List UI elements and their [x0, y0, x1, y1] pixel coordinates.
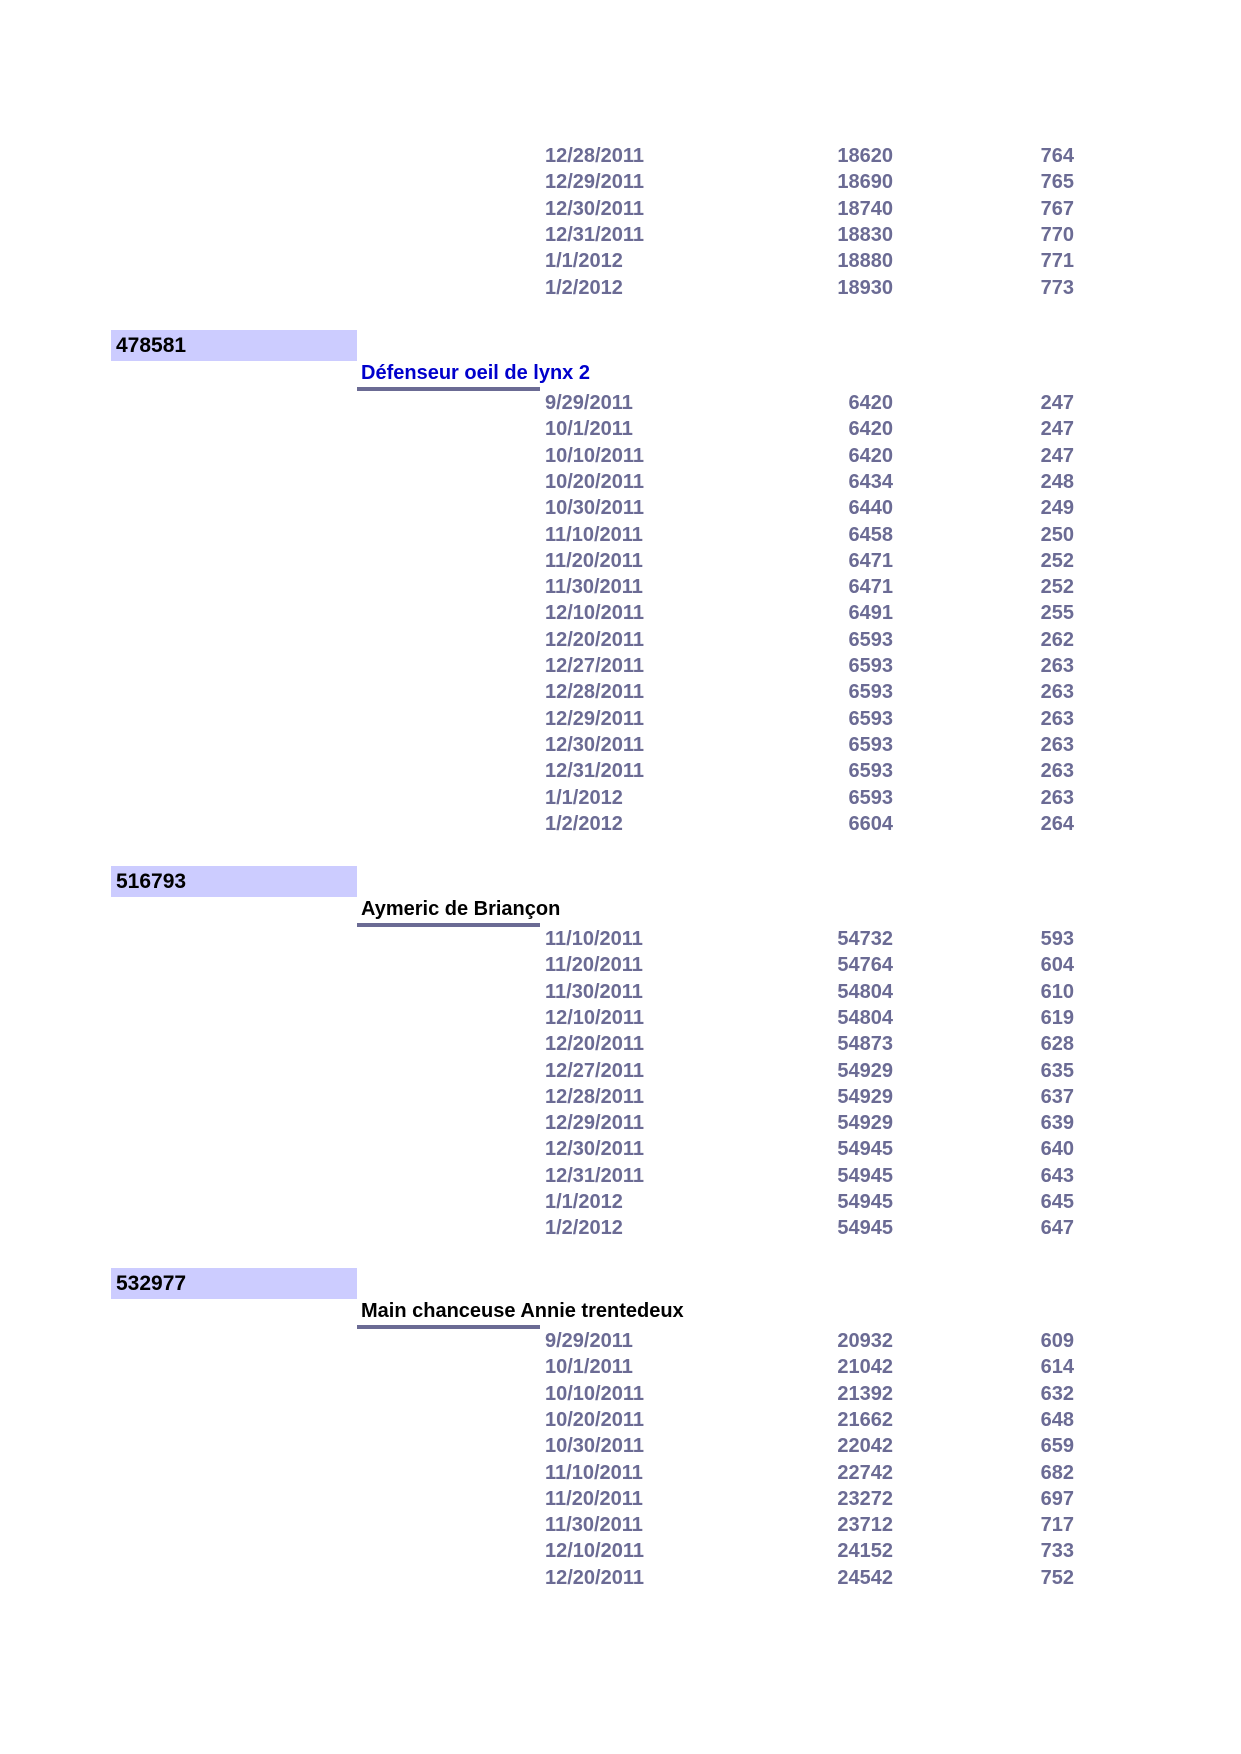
- value-cell: 6440: [848, 497, 893, 520]
- count-cell: 263: [1040, 733, 1074, 756]
- table-row: [0, 1215, 1241, 1241]
- date-cell: 10/1/2011: [545, 418, 633, 441]
- table-row: [0, 1084, 1241, 1110]
- count-cell: 264: [1040, 812, 1074, 835]
- value-cell: 54945: [837, 1191, 893, 1213]
- value-cell: 21042: [837, 1356, 893, 1379]
- date-cell: 12/31/2011: [545, 223, 644, 246]
- date-cell: 12/20/2011: [545, 628, 644, 651]
- count-cell: 619: [1040, 1006, 1074, 1029]
- table-row: [0, 443, 1241, 469]
- count-cell: 263: [1040, 681, 1074, 704]
- count-cell: 250: [1040, 523, 1074, 546]
- value-cell: 20932: [837, 1330, 893, 1352]
- date-cell: 1/1/2012: [545, 786, 623, 809]
- count-cell: 593: [1040, 928, 1074, 950]
- date-cell: 12/27/2011: [545, 655, 644, 677]
- table-row: [0, 679, 1241, 705]
- count-cell: 610: [1040, 980, 1074, 1003]
- value-cell: 18690: [837, 171, 893, 194]
- table-row: [0, 1486, 1241, 1512]
- date-cell: 12/28/2011: [545, 145, 644, 167]
- date-cell: 10/30/2011: [545, 497, 644, 520]
- value-cell: 24152: [837, 1540, 893, 1563]
- group-name-label[interactable]: Défenseur oeil de lynx 2: [361, 362, 590, 384]
- value-cell: 6593: [848, 733, 893, 756]
- table-row: [0, 1433, 1241, 1459]
- value-cell: 6420: [848, 392, 893, 414]
- value-cell: 6491: [848, 602, 893, 625]
- value-cell: 23712: [837, 1514, 893, 1537]
- table-row: [0, 196, 1241, 222]
- value-cell: 18930: [837, 276, 893, 299]
- table-row: [0, 1538, 1241, 1564]
- table-row: [0, 522, 1241, 548]
- date-cell: 12/29/2011: [545, 1112, 644, 1135]
- value-cell: 6604: [848, 812, 893, 835]
- value-cell: 54929: [837, 1085, 893, 1108]
- table-row: [0, 952, 1241, 978]
- date-cell: 11/30/2011: [545, 1514, 643, 1537]
- count-cell: 647: [1040, 1217, 1074, 1240]
- table-row: [0, 1163, 1241, 1189]
- value-cell: 54873: [837, 1033, 893, 1056]
- date-cell: 12/10/2011: [545, 602, 644, 625]
- date-cell: 12/10/2011: [545, 1006, 644, 1029]
- table-row: [0, 248, 1241, 274]
- date-cell: 10/1/2011: [545, 1356, 633, 1379]
- table-row: [0, 1565, 1241, 1591]
- table-row: [0, 653, 1241, 679]
- table-row: [0, 706, 1241, 732]
- date-cell: 1/2/2012: [545, 1217, 623, 1240]
- value-cell: 18830: [837, 223, 893, 246]
- date-cell: 10/10/2011: [545, 444, 644, 467]
- date-cell: 12/31/2011: [545, 760, 644, 783]
- date-cell: 11/30/2011: [545, 980, 643, 1003]
- count-cell: 262: [1040, 628, 1074, 651]
- date-cell: 12/27/2011: [545, 1059, 644, 1082]
- count-cell: 765: [1040, 171, 1074, 194]
- count-cell: 697: [1040, 1487, 1074, 1510]
- table-row: [0, 811, 1241, 837]
- count-cell: 648: [1040, 1408, 1074, 1431]
- count-cell: 767: [1040, 197, 1074, 220]
- value-cell: 6593: [848, 681, 893, 704]
- count-cell: 247: [1040, 418, 1074, 441]
- value-cell: 54945: [837, 1138, 893, 1161]
- table-row: [0, 926, 1241, 952]
- count-cell: 263: [1040, 655, 1074, 677]
- value-cell: 54945: [837, 1164, 893, 1187]
- date-cell: 11/20/2011: [545, 549, 643, 572]
- table-row: [0, 1005, 1241, 1031]
- table-row: [0, 1136, 1241, 1162]
- count-cell: 635: [1040, 1059, 1074, 1082]
- count-cell: 773: [1040, 276, 1074, 299]
- date-cell: 12/29/2011: [545, 707, 644, 730]
- count-cell: 263: [1040, 760, 1074, 783]
- value-cell: 6420: [848, 418, 893, 441]
- count-cell: 247: [1040, 392, 1074, 414]
- table-row: [0, 732, 1241, 758]
- table-row: [0, 1031, 1241, 1057]
- count-cell: 252: [1040, 576, 1074, 599]
- date-cell: 11/30/2011: [545, 576, 643, 599]
- count-cell: 733: [1040, 1540, 1074, 1563]
- value-cell: 21392: [837, 1382, 893, 1405]
- value-cell: 54929: [837, 1112, 893, 1135]
- table-row: [0, 1058, 1241, 1084]
- date-cell: 12/29/2011: [545, 171, 644, 194]
- date-cell: 9/29/2011: [545, 392, 633, 414]
- count-cell: 248: [1040, 470, 1074, 493]
- value-cell: 54804: [837, 1006, 893, 1029]
- table-row: [0, 469, 1241, 495]
- date-cell: 1/1/2012: [545, 250, 623, 273]
- count-cell: 770: [1040, 223, 1074, 246]
- table-row: [0, 416, 1241, 442]
- value-cell: 6593: [848, 628, 893, 651]
- count-cell: 639: [1040, 1112, 1074, 1135]
- value-cell: 6458: [848, 523, 893, 546]
- table-row: [0, 758, 1241, 784]
- value-cell: 54804: [837, 980, 893, 1003]
- table-row: [0, 1328, 1241, 1354]
- group-id-cell: 532977: [111, 1268, 357, 1299]
- table-row: [0, 1354, 1241, 1380]
- table-row: [0, 390, 1241, 416]
- table-row: [0, 600, 1241, 626]
- table-row: [0, 143, 1241, 169]
- table-row: [0, 1189, 1241, 1215]
- value-cell: 54945: [837, 1217, 893, 1240]
- date-cell: 12/20/2011: [545, 1566, 644, 1589]
- date-cell: 12/28/2011: [545, 681, 644, 704]
- value-cell: 54732: [837, 928, 893, 950]
- value-cell: 23272: [837, 1487, 893, 1510]
- count-cell: 609: [1040, 1330, 1074, 1352]
- count-cell: 771: [1040, 250, 1074, 273]
- value-cell: 18740: [837, 197, 893, 220]
- group-name-label: Aymeric de Briançon: [361, 898, 561, 920]
- value-cell: 6593: [848, 760, 893, 783]
- count-cell: 247: [1040, 444, 1074, 467]
- count-cell: 263: [1040, 786, 1074, 809]
- date-cell: 12/31/2011: [545, 1164, 644, 1187]
- value-cell: 6434: [848, 470, 893, 493]
- value-cell: 6593: [848, 707, 893, 730]
- count-cell: 682: [1040, 1461, 1074, 1484]
- value-cell: 22742: [837, 1461, 893, 1484]
- count-cell: 640: [1040, 1138, 1074, 1161]
- table-row: [0, 627, 1241, 653]
- count-cell: 645: [1040, 1191, 1074, 1213]
- group-id-cell: 478581: [111, 330, 357, 361]
- date-cell: 11/10/2011: [545, 1461, 643, 1484]
- count-cell: 249: [1040, 497, 1074, 520]
- table-row: [0, 548, 1241, 574]
- value-cell: 6471: [848, 576, 893, 599]
- count-cell: 643: [1040, 1164, 1074, 1187]
- date-cell: 10/30/2011: [545, 1435, 644, 1458]
- value-cell: 6593: [848, 655, 893, 677]
- value-cell: 54764: [837, 954, 893, 977]
- value-cell: 21662: [837, 1408, 893, 1431]
- value-cell: 54929: [837, 1059, 893, 1082]
- table-row: [0, 495, 1241, 521]
- date-cell: 12/30/2011: [545, 733, 644, 756]
- value-cell: 24542: [837, 1566, 893, 1589]
- date-cell: 1/2/2012: [545, 276, 623, 299]
- count-cell: 752: [1040, 1566, 1074, 1589]
- date-cell: 11/20/2011: [545, 954, 643, 977]
- date-cell: 10/10/2011: [545, 1382, 644, 1405]
- value-cell: 6593: [848, 786, 893, 809]
- table-row: [0, 574, 1241, 600]
- date-cell: 12/30/2011: [545, 1138, 644, 1161]
- date-cell: 12/10/2011: [545, 1540, 644, 1563]
- value-cell: 18620: [837, 145, 893, 167]
- table-row: [0, 169, 1241, 195]
- table-row: [0, 1460, 1241, 1486]
- group-id-cell: 516793: [111, 866, 357, 897]
- date-cell: 1/1/2012: [545, 1191, 623, 1213]
- value-cell: 6471: [848, 549, 893, 572]
- count-cell: 764: [1040, 145, 1074, 167]
- value-cell: 6420: [848, 444, 893, 467]
- count-cell: 614: [1040, 1356, 1074, 1379]
- date-cell: 12/28/2011: [545, 1085, 644, 1108]
- date-cell: 9/29/2011: [545, 1330, 633, 1352]
- count-cell: 632: [1040, 1382, 1074, 1405]
- date-cell: 11/20/2011: [545, 1487, 643, 1510]
- count-cell: 604: [1040, 954, 1074, 977]
- value-cell: 22042: [837, 1435, 893, 1458]
- table-row: [0, 1110, 1241, 1136]
- date-cell: 11/10/2011: [545, 523, 643, 546]
- date-cell: 12/30/2011: [545, 197, 644, 220]
- count-cell: 255: [1040, 602, 1074, 625]
- count-cell: 252: [1040, 549, 1074, 572]
- table-row: [0, 785, 1241, 811]
- count-cell: 637: [1040, 1085, 1074, 1108]
- date-cell: 10/20/2011: [545, 470, 644, 493]
- value-cell: 18880: [837, 250, 893, 273]
- count-cell: 659: [1040, 1435, 1074, 1458]
- table-row: [0, 979, 1241, 1005]
- count-cell: 263: [1040, 707, 1074, 730]
- date-cell: 11/10/2011: [545, 928, 643, 950]
- table-row: [0, 1381, 1241, 1407]
- group-name-label: Main chanceuse Annie trentedeux: [361, 1300, 684, 1322]
- table-row: [0, 222, 1241, 248]
- table-row: [0, 275, 1241, 301]
- table-row: [0, 1407, 1241, 1433]
- table-row: [0, 1512, 1241, 1538]
- count-cell: 717: [1040, 1514, 1074, 1537]
- date-cell: 1/2/2012: [545, 812, 623, 835]
- date-cell: 10/20/2011: [545, 1408, 644, 1431]
- count-cell: 628: [1040, 1033, 1074, 1056]
- date-cell: 12/20/2011: [545, 1033, 644, 1056]
